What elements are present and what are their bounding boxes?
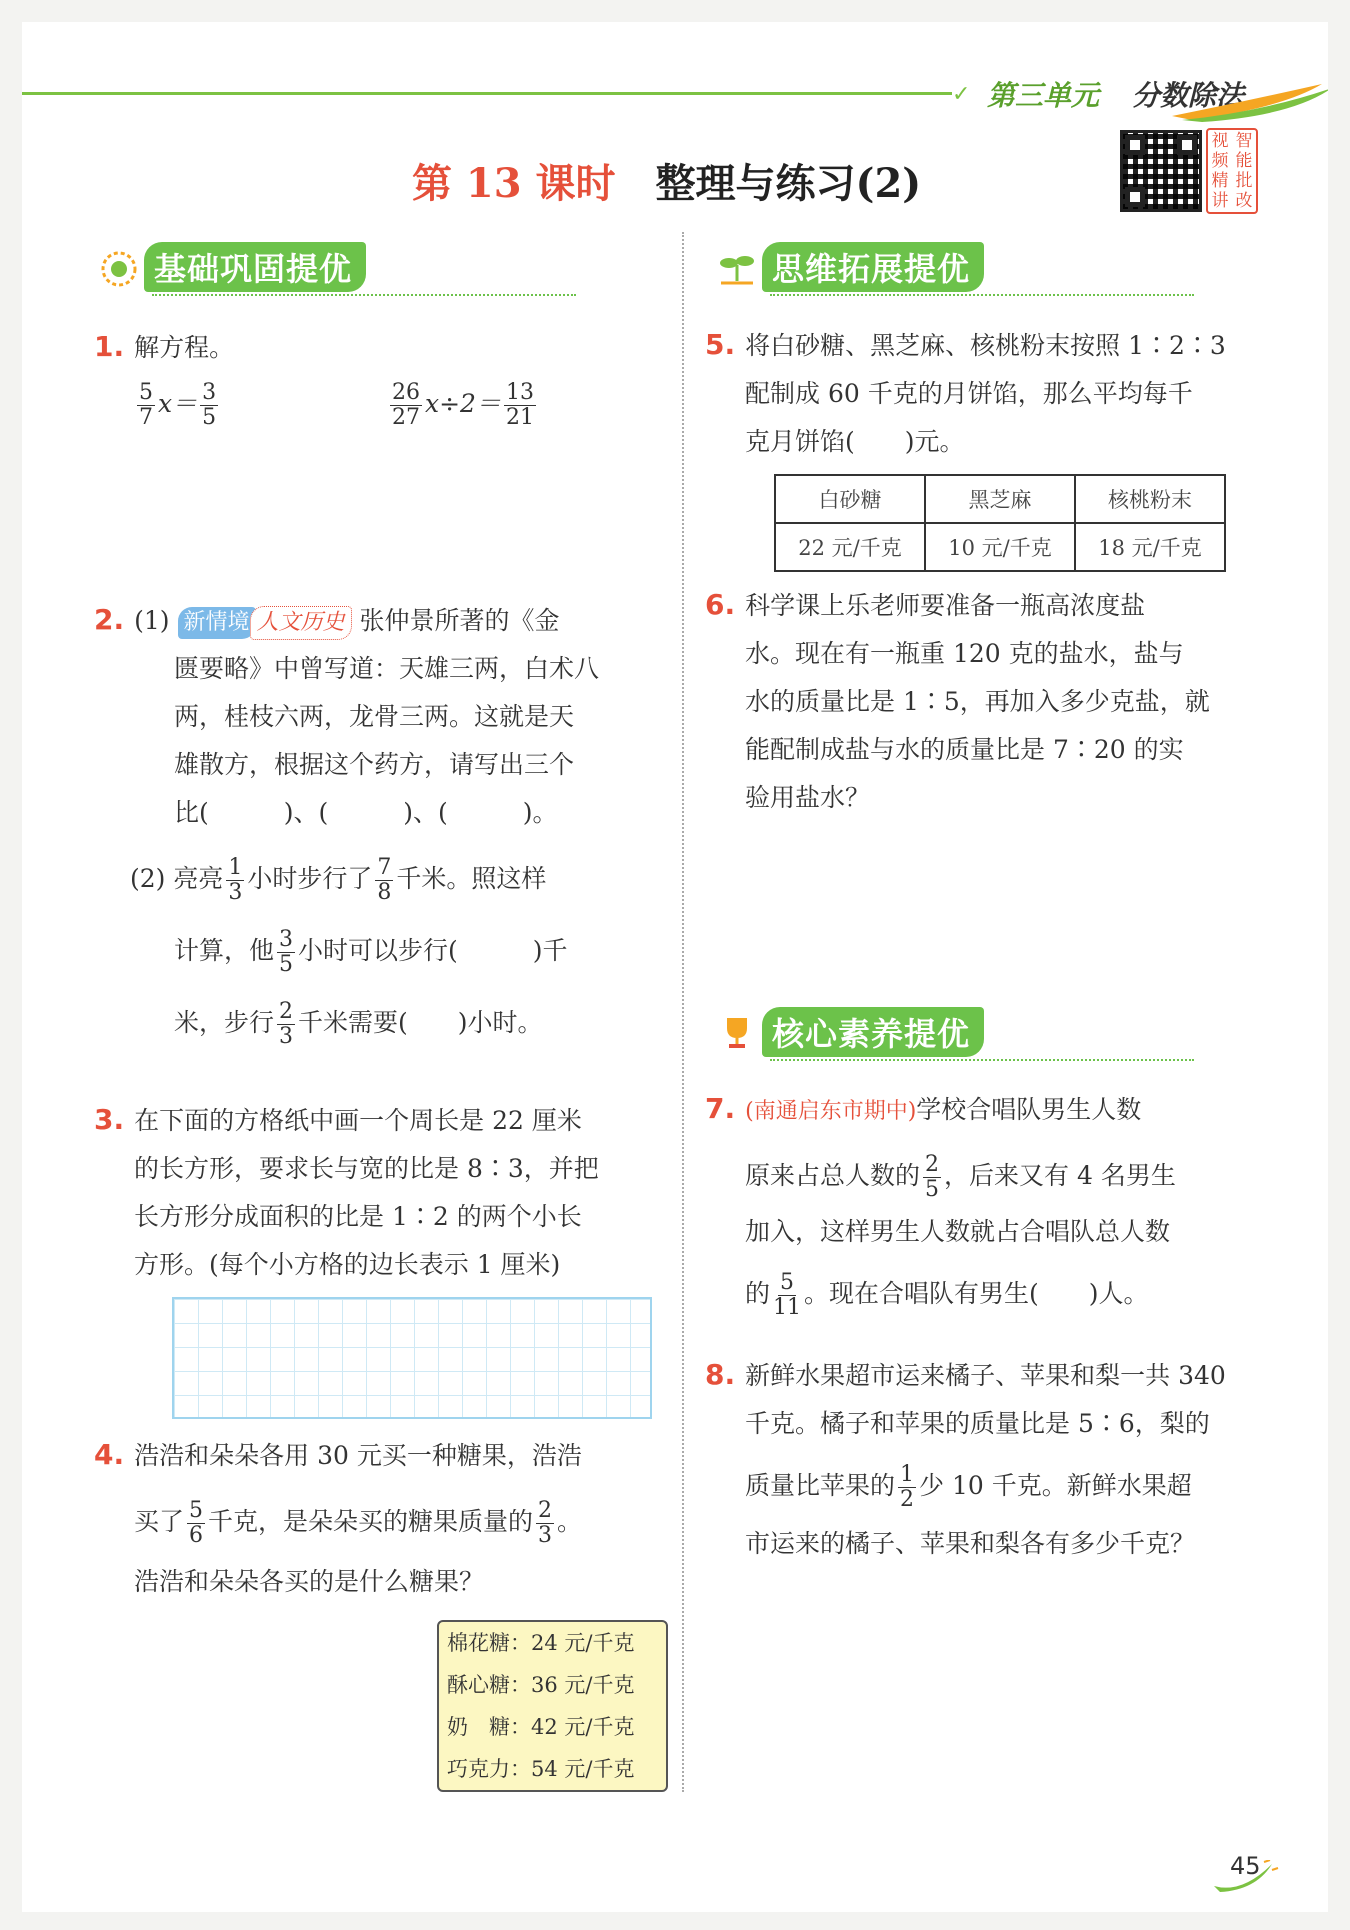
- price-table: [774, 474, 1226, 572]
- candy-price: 巧克力：54 元/千克: [447, 1757, 635, 1781]
- denominator: 11: [773, 1295, 802, 1320]
- chevron-icon: ✓: [952, 82, 971, 107]
- equation-part: x÷2＝: [425, 389, 501, 418]
- page-number: 45: [1230, 1852, 1261, 1880]
- qr-code-icon[interactable]: [1120, 130, 1202, 212]
- section-basic-banner: [92, 242, 366, 292]
- text: 。: [557, 1507, 583, 1536]
- context-tag: 新情境: [178, 607, 256, 639]
- part-label: (2): [130, 864, 166, 893]
- fraction: [923, 1153, 941, 1202]
- grid-paper[interactable]: [172, 1297, 652, 1419]
- text-line: 两，桂枝六两，龙骨三两。这就是天: [174, 702, 575, 731]
- numerator: 3: [279, 927, 294, 952]
- text-line: 比( )、( )、( )。: [174, 798, 558, 827]
- numerator: 7: [377, 855, 392, 880]
- text: 少 10 千克。新鲜水果超: [919, 1471, 1192, 1500]
- text-line: 科学课上乐老师要准备一瓶高浓度盐: [745, 591, 1146, 620]
- question-text: 解方程。: [134, 333, 235, 362]
- topic-label: 分数除法: [1132, 79, 1245, 112]
- candy-price: 棉花糖：24 元/千克: [447, 1631, 635, 1655]
- numerator: 13: [505, 380, 534, 405]
- table-header: 白砂糖: [775, 475, 925, 523]
- numerator: 3: [202, 380, 217, 405]
- denominator: 3: [279, 1024, 294, 1049]
- gear-icon: [92, 245, 144, 289]
- question-1: [94, 324, 539, 430]
- denominator: 3: [228, 880, 243, 905]
- question-number: 3.: [94, 1103, 125, 1136]
- text: 原来占总人数的: [745, 1161, 921, 1190]
- text-line: 将白砂糖、黑芝麻、核桃粉末按照 1∶2∶3: [745, 331, 1226, 360]
- unit-label: 第三单元: [987, 79, 1100, 112]
- question-4: [94, 1432, 582, 1606]
- text-line: 千克。橘子和苹果的质量比是 5∶6，梨的: [745, 1409, 1210, 1438]
- text-line: 克月饼馅( )元。: [745, 427, 965, 456]
- header-rule: [22, 92, 952, 95]
- text: 。现在合唱队有男生( )人。: [804, 1279, 1149, 1308]
- fraction: [277, 928, 295, 977]
- fraction: [898, 1463, 916, 1512]
- question-8: [705, 1352, 1226, 1568]
- tag-char: 改: [1235, 191, 1253, 211]
- tag-char: 批: [1235, 171, 1253, 191]
- table-cell: 22 元/千克: [775, 523, 925, 571]
- text: 质量比苹果的: [745, 1471, 896, 1500]
- text: 买了: [134, 1507, 185, 1536]
- text: 计算，他: [174, 936, 275, 965]
- text-line: 张仲景所著的《金: [359, 606, 560, 635]
- text: 千米需要( )小时。: [298, 1008, 543, 1037]
- part-label: (1): [134, 606, 170, 635]
- tag-char: 智: [1235, 131, 1253, 151]
- text: 小时步行了: [247, 864, 373, 893]
- workbook-page: [22, 22, 1328, 1912]
- numerator: 5: [139, 380, 153, 405]
- denominator: 7: [139, 405, 153, 430]
- lesson-title: [412, 152, 921, 209]
- text: 小时可以步行( )千: [298, 936, 568, 965]
- tag-char: 讲: [1211, 191, 1229, 211]
- question-7: [705, 1086, 1176, 1320]
- numerator: 26: [392, 380, 421, 405]
- text-line: 浩浩和朵朵各用 30 元买一种糖果，浩浩: [134, 1441, 582, 1470]
- video-tag: [1206, 128, 1258, 214]
- numerator: 2: [538, 1498, 553, 1523]
- page-swoosh-icon: [1212, 1860, 1282, 1894]
- question-6: [705, 582, 1210, 822]
- numerator: 1: [900, 1462, 915, 1487]
- fraction: [200, 381, 218, 430]
- denominator: 2: [900, 1487, 915, 1512]
- text-line: 水的质量比是 1∶5，再加入多少克盐，就: [745, 687, 1210, 716]
- fraction: [536, 1499, 554, 1548]
- text-line: 新鲜水果超市运来橘子、苹果和梨一共 340: [745, 1361, 1226, 1390]
- denominator: 27: [392, 405, 421, 430]
- text-line: 学校合唱队男生人数: [916, 1095, 1142, 1124]
- section-title: 基础巩固提优: [144, 242, 366, 292]
- fraction: [375, 856, 393, 905]
- lesson-number: 第 13 课时: [412, 160, 616, 207]
- qr-finder-icon: [1177, 135, 1197, 155]
- culture-tag: 人文历史: [250, 606, 352, 640]
- fraction: [504, 381, 536, 430]
- numerator: 2: [925, 1152, 940, 1177]
- text: 亮亮: [173, 864, 224, 893]
- text-line: 方形。(每个小方格的边长表示 1 厘米): [134, 1250, 561, 1279]
- numerator: 5: [780, 1270, 795, 1295]
- section-title: 核心素养提优: [762, 1007, 984, 1057]
- numerator: 2: [279, 999, 294, 1024]
- text-line: 能配制成盐与水的质量比是 7∶20 的实: [745, 735, 1184, 764]
- tag-char: 频: [1211, 151, 1229, 171]
- text: 米，步行: [174, 1008, 275, 1037]
- question-number: 2.: [94, 603, 125, 636]
- text-line: 市运来的橘子、苹果和梨各有多少千克？: [745, 1529, 1196, 1558]
- qr-finder-icon: [1125, 187, 1145, 207]
- fraction: [773, 1271, 801, 1320]
- text-line: 在下面的方格纸中画一个周长是 22 厘米: [134, 1106, 582, 1135]
- question-number: 5.: [705, 328, 736, 361]
- fraction: [277, 1000, 295, 1049]
- question-5: [705, 322, 1226, 466]
- text-line: 水。现在有一瓶重 120 克的盐水，盐与: [745, 639, 1184, 668]
- question-3: [94, 1097, 599, 1289]
- section-title: 思维拓展提优: [762, 242, 984, 292]
- table-header: 黑芝麻: [925, 475, 1075, 523]
- equation-part: x＝: [158, 389, 198, 418]
- section-rule: [770, 1059, 1194, 1061]
- question-number: 6.: [705, 588, 736, 621]
- text-line: 匮要略》中曾写道：天雄三两，白术八: [174, 654, 600, 683]
- text: 千米。照这样: [396, 864, 547, 893]
- section-rule: [152, 294, 576, 296]
- text: 千克，是朵朵买的糖果质量的: [208, 1507, 534, 1536]
- text-line: 验用盐水？: [745, 783, 871, 812]
- denominator: 21: [505, 405, 534, 430]
- question-number: 4.: [94, 1438, 125, 1471]
- denominator: 6: [189, 1523, 204, 1548]
- question-2: [94, 597, 599, 1049]
- section-rule: [770, 294, 1194, 296]
- fraction: [137, 381, 155, 430]
- tag-char: 能: [1235, 151, 1253, 171]
- candy-price: 奶 糖：42 元/千克: [447, 1715, 635, 1739]
- lesson-name: 整理与练习(2): [655, 160, 922, 207]
- denominator: 3: [538, 1523, 553, 1548]
- text-line: 浩浩和朵朵各买的是什么糖果？: [134, 1567, 485, 1596]
- fraction: [187, 1499, 205, 1548]
- text: ，后来又有 4 名男生: [944, 1161, 1176, 1190]
- table-cell: 18 元/千克: [1075, 523, 1225, 571]
- table-cell: 10 元/千克: [925, 523, 1075, 571]
- denominator: 5: [202, 405, 217, 430]
- candy-price-box: [437, 1620, 668, 1792]
- candy-price: 酥心糖：36 元/千克: [447, 1673, 635, 1697]
- tag-char: 视: [1211, 131, 1229, 151]
- fraction: [390, 381, 422, 430]
- swoosh-icon: [1172, 82, 1328, 122]
- text-line: 加入，这样男生人数就占合唱队总人数: [745, 1217, 1171, 1246]
- tag-char: 精: [1211, 171, 1229, 191]
- text-line: 的长方形，要求长与宽的比是 8∶3，并把: [134, 1154, 599, 1183]
- text-line: 长方形分成面积的比是 1∶2 的两个小长: [134, 1202, 582, 1231]
- section-extend-banner: [710, 242, 984, 292]
- table-header: 核桃粉末: [1075, 475, 1225, 523]
- source-label: (南通启东市期中): [745, 1099, 917, 1124]
- column-divider: [682, 232, 684, 1792]
- trophy-icon: [710, 1010, 762, 1054]
- question-number: 7.: [705, 1092, 736, 1125]
- text-line: 雄散方，根据这个药方，请写出三个: [174, 750, 575, 779]
- numerator: 1: [228, 855, 243, 880]
- text-line: 配制成 60 千克的月饼馅，那么平均每千: [745, 379, 1193, 408]
- denominator: 5: [279, 952, 294, 977]
- question-number: 1.: [94, 330, 125, 363]
- numerator: 5: [189, 1498, 204, 1523]
- section-core-banner: [710, 1007, 984, 1057]
- denominator: 8: [377, 880, 392, 905]
- fraction: [226, 856, 244, 905]
- sprout-icon: [710, 245, 762, 289]
- question-number: 8.: [705, 1358, 736, 1391]
- denominator: 5: [925, 1177, 940, 1202]
- text: 的: [745, 1279, 771, 1308]
- qr-finder-icon: [1125, 135, 1145, 155]
